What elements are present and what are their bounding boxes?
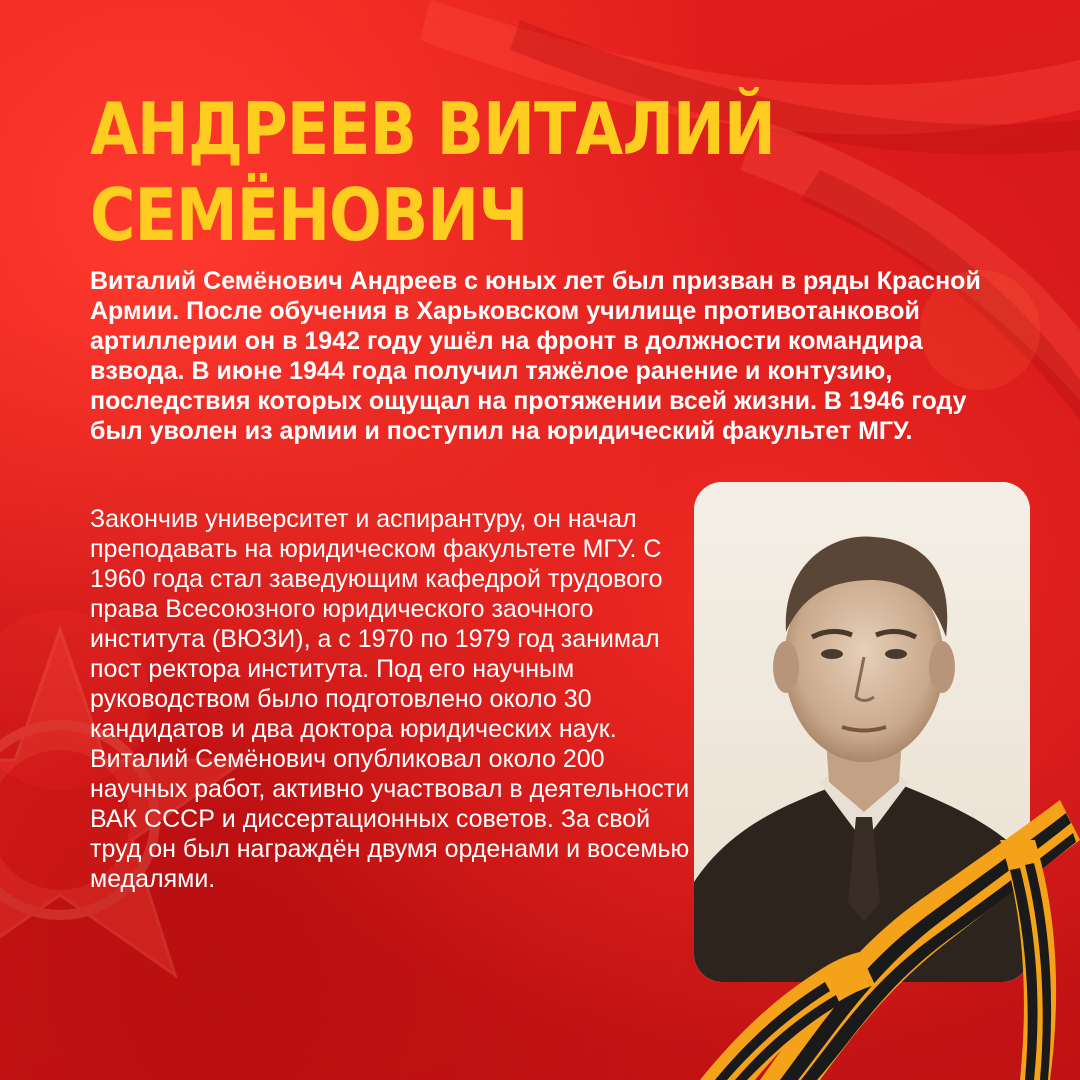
title-line-1: АНДРЕЕВ ВИТАЛИЙ <box>90 87 775 171</box>
bio-paragraph-2: Закончив университет и аспирантуру, он начал преподавать на юридическом факультете МГУ. С 1960 года стал заведующим кафедрой трудового права Всесоюзного юридического заочного института (ВЮЗИ), а с 1970 по 1979 год занимал пост ректора института. Под его научным руководством было подготовлено около 30 кандидатов и два доктора юридических наук. Виталий Семёнович опубликовал около 200 научных работ, активно участвовал в деятельности ВАК СССР и диссертационных советов. За свой труд он был награждён двумя орденами и восемью медалями. <box>90 505 690 893</box>
bio-paragraph-1: Виталий Семёнович Андреев с юных лет был призван в ряды Красной Армии. После обучения в Харьковском училище противотанковой артиллерии он в 1942 году ушёл на фронт в должности командира взвода. В июне 1944 года получил тяжёлое ранение и контузию, последствия которых ощущал на протяжении всей жизни. В 1946 году был уволен из армии и поступил на юридический факультет МГУ. <box>90 267 981 445</box>
st-george-ribbon-icon <box>700 780 1080 1080</box>
page-title <box>90 86 864 258</box>
title-line-2: СЕМЁНОВИЧ <box>90 173 528 257</box>
